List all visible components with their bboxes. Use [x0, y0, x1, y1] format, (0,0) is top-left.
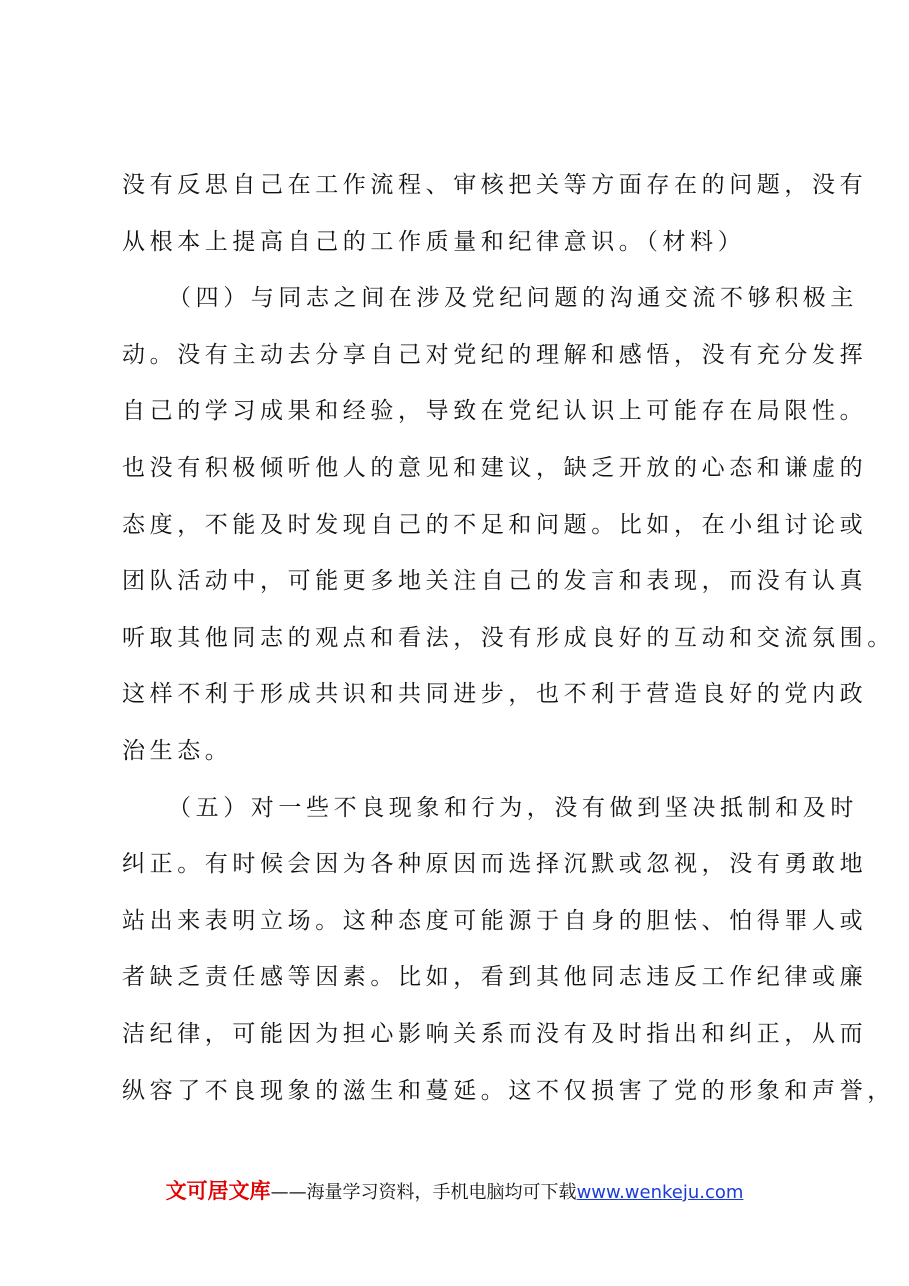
- text-line: 纵容了不良现象的滋生和蔓延。这不仅损害了党的形象和声誉，: [122, 1077, 895, 1104]
- text-line: 洁纪律，可能因为担心影响关系而没有及时指出和纠正，从而: [122, 1020, 868, 1047]
- text-line: 听取其他同志的观点和看法，没有形成良好的互动和交流氛围。: [122, 624, 895, 651]
- text-line: （四）与同志之间在涉及党纪问题的沟通交流不够积极主: [168, 285, 858, 312]
- text-line: 纠正。有时候会因为各种原因而选择沉默或忽视，没有勇敢地: [122, 851, 868, 878]
- text-line: 团队活动中，可能更多地关注自己的发言和表现，而没有认真: [122, 568, 868, 595]
- text-line: 治生态。: [122, 737, 233, 764]
- footer-banner: [0, 1176, 909, 1208]
- text-line: 自己的学习成果和经验，导致在党纪认识上可能存在局限性。: [122, 398, 868, 425]
- footer-site-link[interactable]: www.wenkeju.com: [576, 1182, 744, 1203]
- text-line: 态度，不能及时发现自己的不足和问题。比如，在小组讨论或: [122, 511, 868, 538]
- text-line: 从根本上提高自己的工作质量和纪律意识。（材料）: [122, 228, 746, 255]
- text-line: 者缺乏责任感等因素。比如，看到其他同志违反工作纪律或廉: [122, 964, 868, 991]
- footer-tagline: ——海量学习资料，手机电脑均可下载: [270, 1182, 577, 1203]
- footer-brand: 文可居文库: [165, 1179, 271, 1203]
- document-body: [122, 157, 895, 1119]
- text-line: 也没有积极倾听他人的意见和建议，缺乏开放的心态和谦虚的: [122, 454, 868, 481]
- text-line: 没有反思自己在工作流程、审核把关等方面存在的问题，没有: [122, 172, 868, 198]
- text-line: 站出来表明立场。这种态度可能源于自身的胆怯、怕得罪人或: [122, 907, 868, 934]
- text-line: 这样不利于形成共识和共同进步，也不利于营造良好的党内政: [122, 681, 868, 708]
- text-line: （五）对一些不良现象和行为，没有做到坚决抵制和及时: [168, 794, 858, 821]
- text-line: 动。没有主动去分享自己对党纪的理解和感悟，没有充分发挥: [122, 341, 868, 368]
